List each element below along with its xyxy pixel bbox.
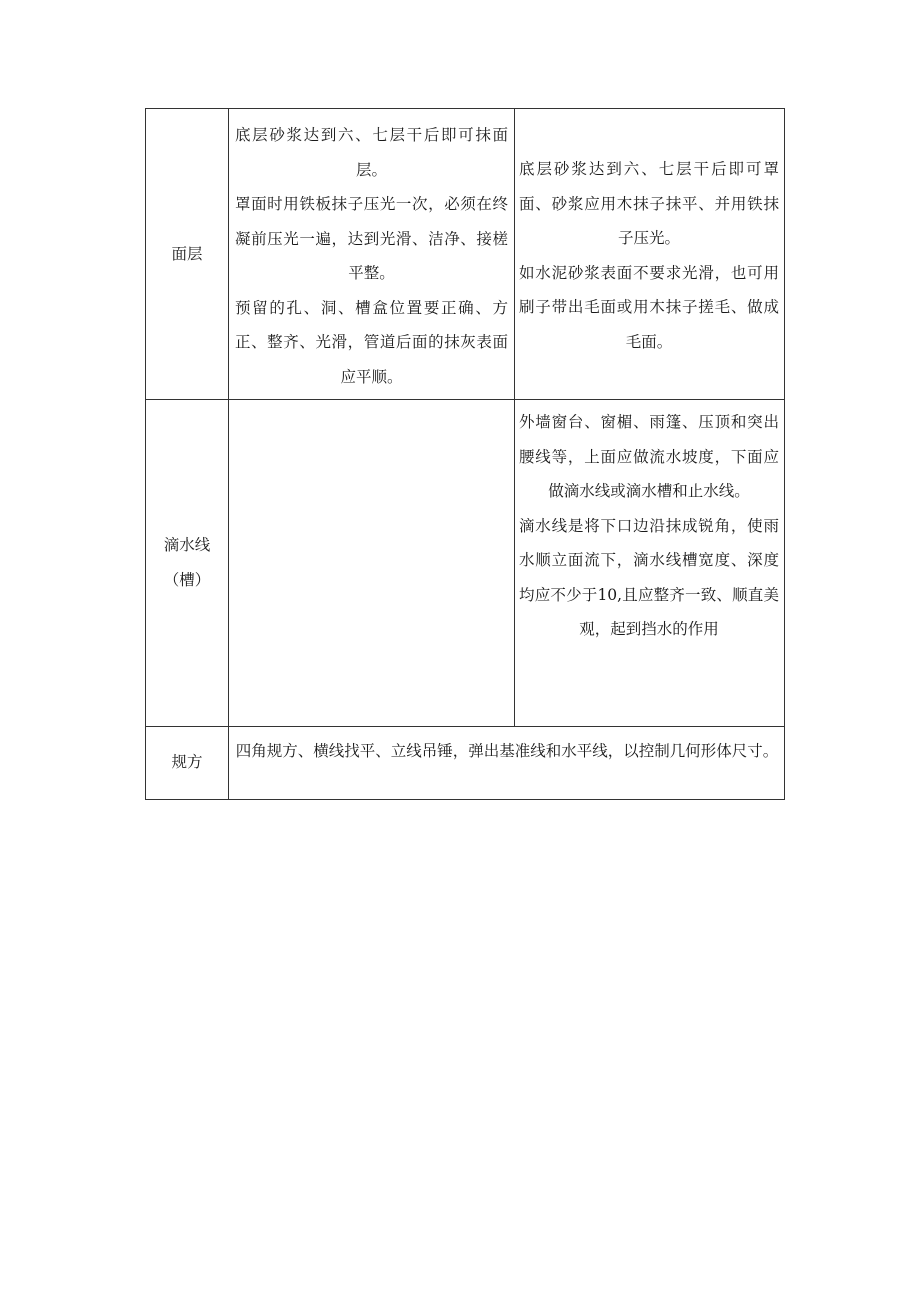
row-divider [146, 726, 784, 727]
row-label-drip-line [146, 399, 228, 726]
squaring-merged-cell [234, 734, 780, 769]
drip-line-col2-cell [519, 405, 779, 647]
cell-paragraph: 底层砂浆达到六、七层干后即可罩面、砂浆应用木抹子抹平、并用铁抹子压光。 [519, 160, 779, 247]
surface-layer-col2-cell [519, 152, 779, 359]
cell-paragraph: 外墙窗台、窗楣、雨篷、压顶和突出腰线等，上面应做流水坡度，下面应做滴水线或滴水槽和止水线。 [519, 413, 779, 500]
column-divider [514, 109, 515, 726]
drip-line-col1-cell [235, 407, 508, 717]
cell-paragraph: 如水泥砂浆表面不要求光滑，也可用刷子带出毛面或用木抹子搓毛、做成毛面。 [519, 263, 779, 351]
row-label-surface-layer [146, 109, 228, 399]
row-divider [146, 399, 784, 400]
surface-layer-col1-cell [235, 118, 508, 394]
row-label-text: 面层 [171, 244, 203, 263]
cell-paragraph: 四角规方、横线找平、立线吊锤，弹出基准线和水平线，以控制几何形体尺寸。 [235, 742, 779, 760]
row-label-text: （槽） [163, 570, 211, 589]
row-label-text: 滴水线 [163, 536, 211, 554]
column-divider [228, 109, 229, 799]
construction-spec-table [145, 108, 785, 800]
cell-paragraph: 预留的孔、洞、槽盒位置要正确、方正、整齐、光滑，管道后面的抹灰表面应平顺。 [235, 298, 508, 386]
cell-paragraph: 滴水线是将下口边沿抹成锐角，使雨水顺立面流下，滴水线槽宽度、深度均应不少于10,且应整齐一致、顺直美观，起到挡水的作用 [519, 516, 779, 638]
cell-paragraph: 罩面时用铁板抹子压光一次，必须在终凝前压光一遍，达到光滑、洁净、接槎平整。 [235, 195, 508, 282]
row-label-squaring [146, 726, 228, 799]
cell-paragraph: 底层砂浆达到六、七层干后即可抹面层。 [235, 126, 508, 179]
row-label-text: 规方 [171, 753, 203, 772]
